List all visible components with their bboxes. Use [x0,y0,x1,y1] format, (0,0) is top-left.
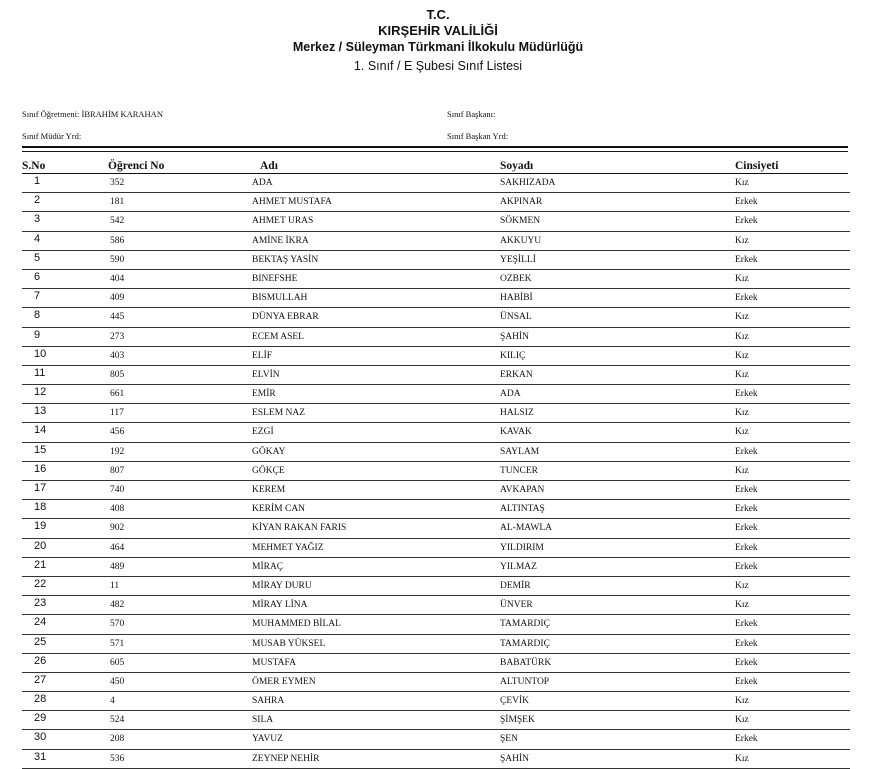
row-student-no: 489 [110,561,125,572]
row-surname: DEMİR [500,580,531,591]
header-tc: T.C. [426,7,450,22]
row-gender: Erkek [735,293,758,304]
row-gender: Erkek [735,446,758,457]
table-row [22,251,850,270]
table-row [22,673,850,692]
row-surname: KILIÇ [500,350,526,361]
row-surname: YILMAZ [500,561,537,572]
row-sno: 12 [34,386,47,399]
row-student-no: 590 [110,254,125,265]
table-row [22,481,850,500]
row-first-name: AHMET URAS [252,216,314,227]
row-gender: Kız [735,312,749,323]
row-sno: 31 [34,750,47,763]
row-surname: HALSIZ [500,408,534,419]
row-first-name: GÖKÇE [252,465,285,476]
col-header-sno: S.No [22,160,46,172]
row-first-name: SILA [252,715,274,726]
header-governorship: KIRŞEHİR VALİLİĞİ [378,23,498,38]
table-row [22,404,850,423]
row-sno: 18 [34,501,47,514]
row-sno: 19 [34,520,47,533]
row-student-no: 404 [110,273,125,284]
table-row [22,577,850,596]
row-student-no: 605 [110,657,125,668]
row-gender: Kız [735,427,749,438]
row-gender: Kız [735,235,749,246]
row-sno: 13 [34,405,47,418]
row-surname: TAMARDIÇ [500,638,550,649]
row-gender: Erkek [735,504,758,515]
row-gender: Erkek [735,561,758,572]
row-sno: 23 [34,597,47,610]
table-row [22,366,850,385]
row-student-no: 661 [110,389,125,400]
row-first-name: ELVİN [252,369,280,380]
row-student-no: 352 [110,178,125,188]
row-sno: 27 [34,673,47,686]
row-student-no: 192 [110,446,125,457]
row-gender: Kız [735,465,749,476]
table-row [22,289,850,308]
row-first-name: BINEFSHE [252,273,298,284]
row-student-no: 450 [110,676,125,687]
row-sno: 3 [34,213,41,226]
row-sno: 6 [34,270,41,283]
row-first-name: ESLEM NAZ [252,408,306,419]
row-surname: ŞİMŞEK [500,715,535,726]
row-first-name: SAHRA [252,696,285,707]
table-row [22,347,850,366]
row-sno: 20 [34,539,47,552]
row-student-no: 740 [110,485,125,495]
row-surname: AL-MAWLA [500,523,553,534]
header-class-list: 1. Sınıf / E Şubesi Sınıf Listesi [353,59,523,73]
row-first-name: BISMULLAH [252,293,308,304]
row-first-name: ECEM ASEL [252,331,304,342]
table-row [22,212,850,231]
row-sno: 25 [34,635,47,648]
student-table [0,174,876,769]
row-first-name: MİRAÇ [252,561,284,572]
table-row [22,328,850,347]
row-student-no: 273 [110,331,125,342]
table-row [22,308,850,327]
table-row [22,615,850,634]
row-surname: YILDIRIM [500,542,544,553]
row-gender: Erkek [735,216,758,227]
table-row [22,711,850,730]
table-row [22,750,850,769]
row-gender: Kız [735,369,749,380]
row-gender: Erkek [735,485,758,495]
row-student-no: 586 [110,235,125,246]
row-sno: 29 [34,712,47,725]
top-divider [22,146,848,148]
row-student-no: 524 [110,715,125,726]
row-first-name: EMİR [252,389,276,400]
table-row [22,730,850,749]
col-header-surname: Soyadı [500,160,534,172]
row-gender: Erkek [735,638,758,649]
row-surname: ÜNVER [500,600,533,611]
row-student-no: 445 [110,312,125,323]
row-gender: Erkek [735,254,758,265]
row-sno: 30 [34,731,47,744]
row-gender: Erkek [735,197,758,208]
row-surname: ALTUNTOP [500,676,550,687]
row-sno: 24 [34,616,47,629]
row-student-no: 456 [110,427,125,438]
row-student-no: 4 [110,696,115,707]
row-first-name: YAVUZ [252,734,283,745]
row-student-no: 403 [110,350,125,361]
row-sno: 22 [34,577,47,590]
row-surname: ŞAHİN [500,331,530,342]
row-student-no: 542 [110,216,125,227]
row-gender: Kız [735,273,749,284]
row-student-no: 409 [110,293,125,304]
row-gender: Kız [735,178,749,188]
row-student-no: 117 [110,408,124,419]
row-gender: Kız [735,600,749,611]
row-first-name: ELİF [252,350,273,361]
table-row [22,692,850,711]
row-sno: 5 [34,251,41,264]
row-first-name: BEKTAŞ YASİN [252,254,319,265]
row-gender: Kız [735,715,749,726]
table-row [22,558,850,577]
row-surname: BABATÜRK [500,657,552,668]
row-first-name: KEREM [252,485,286,495]
row-surname: TUNCER [500,465,538,476]
row-sno: 21 [34,558,47,571]
row-surname: ŞAHİN [500,753,530,764]
top-divider-thin [22,151,848,152]
row-gender: Erkek [735,389,758,400]
row-surname: ERKAN [500,369,533,380]
row-gender: Erkek [735,619,758,630]
row-sno: 14 [34,424,47,437]
table-row [22,174,850,193]
row-first-name: KERİM CAN [252,504,306,515]
row-gender: Kız [735,753,749,764]
row-first-name: DÜNYA EBRAR [252,312,319,323]
row-sno: 2 [34,194,41,207]
row-student-no: 536 [110,753,125,764]
table-row [22,270,850,289]
row-student-no: 570 [110,619,125,630]
row-sno: 17 [34,482,47,494]
row-student-no: 571 [110,638,125,649]
row-sno: 10 [34,347,47,360]
row-first-name: EZGİ [252,427,274,438]
class-vice-principal: Sınıf Müdür Yrd: [22,131,82,141]
class-vice-president: Sınıf Başkan Yrd: [447,131,509,141]
row-sno: 4 [34,232,41,245]
row-sno: 28 [34,693,47,706]
class-president: Sınıf Başkanı: [447,109,496,119]
row-first-name: MEHMET YAĞIZ [252,542,324,553]
row-gender: Erkek [735,676,758,687]
row-first-name: MİRAY DURU [252,580,312,591]
row-sno: 11 [34,366,46,379]
row-surname: AKPINAR [500,197,543,208]
row-gender: Kız [735,696,749,707]
table-row [22,519,850,538]
row-sno: 9 [34,328,41,341]
row-first-name: AHMET MUSTAFA [252,197,332,208]
table-row [22,654,850,673]
header-school: Merkez / Süleyman Türkmani İlkokulu Müdürlüğü [292,40,584,54]
row-surname: SÖKMEN [500,216,541,227]
row-surname: ŞEN [500,734,518,745]
row-student-no: 11 [110,580,120,591]
row-surname: AKKUYU [500,235,542,246]
row-first-name: MİRAY LİNA [252,600,308,611]
col-header-name: Adı [260,160,278,172]
table-row [22,500,850,519]
row-sno: 1 [34,175,41,187]
table-row [22,423,850,442]
row-student-no: 208 [110,734,125,745]
row-gender: Kız [735,350,749,361]
row-surname: SAKHIZADA [500,178,556,188]
row-student-no: 805 [110,369,125,380]
row-first-name: ÖMER EYMEN [252,676,316,687]
class-teacher: Sınıf Öğretmeni: İBRAHİM KARAHAN [22,109,163,119]
row-surname: ÇEVİK [500,696,530,707]
row-first-name: MUHAMMED BİLAL [252,619,341,630]
row-student-no: 464 [110,542,125,553]
row-first-name: MUSAB YÜKSEL [252,638,326,649]
row-sno: 26 [34,654,47,667]
row-surname: ALTINTAŞ [500,504,545,515]
col-header-student-no: Öğrenci No [108,160,165,172]
row-gender: Erkek [735,542,758,553]
row-surname: SAYLAM [500,446,540,457]
row-sno: 15 [34,443,47,456]
row-sno: 16 [34,462,47,475]
table-row [22,443,850,462]
row-first-name: ADA [252,178,273,188]
row-surname: HABİBİ [500,293,533,304]
row-student-no: 482 [110,600,125,611]
row-first-name: MUSTAFA [252,657,296,668]
table-row [22,635,850,654]
table-row [22,193,850,212]
row-student-no: 807 [110,465,125,476]
row-surname: YEŞİLLİ [500,254,536,265]
row-gender: Kız [735,580,749,591]
row-gender: Erkek [735,657,758,668]
row-surname: KAVAK [500,427,532,438]
row-first-name: AMİNE İKRA [252,235,309,246]
row-gender: Kız [735,331,749,342]
row-surname: TAMARDIÇ [500,619,550,630]
row-gender: Kız [735,408,749,419]
table-row [22,539,850,558]
table-row [22,462,850,481]
row-gender: Erkek [735,523,758,534]
row-sno: 8 [34,309,41,322]
row-gender: Erkek [735,734,758,745]
col-header-gender: Cinsiyeti [735,160,779,172]
row-student-no: 181 [110,197,125,208]
table-row [22,596,850,615]
row-surname: ÜNSAL [500,312,532,323]
row-first-name: ZEYNEP NEHİR [252,753,320,764]
row-surname: OZBEK [500,273,532,284]
row-first-name: KİYAN RAKAN FARIS [252,523,347,534]
row-student-no: 408 [110,504,125,515]
row-first-name: GÖKAY [252,446,286,457]
row-surname: ADA [500,389,521,400]
table-row [22,385,850,404]
table-row [22,232,850,251]
row-student-no: 902 [110,523,125,534]
row-surname: AVKAPAN [500,485,545,495]
row-sno: 7 [34,290,41,303]
